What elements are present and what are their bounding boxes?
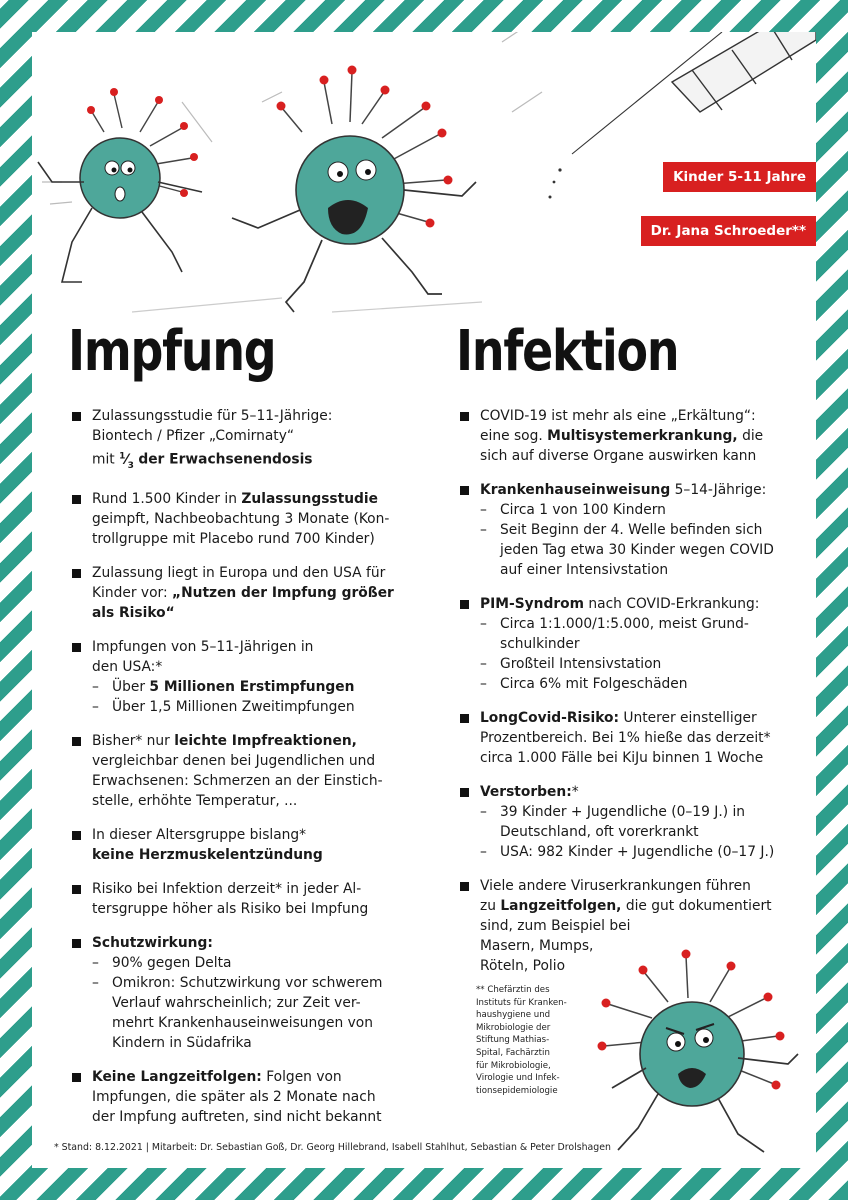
syringe-icon [572,32,816,154]
list-item: LongCovid-Risiko: Unterer einstelliger Prozentbereich. Bei 1% hieße das derzeit* circa 1.000 Fälle bei KiJu binnen 1 Woche [460,708,800,768]
heading-impfung: Impfung [68,319,276,384]
list-item: Impfungen von 5–11-Jährigen in den USA:* – Über 5 Millionen Erstimpfungen – Über 1,5 Millionen Zweitimpfungen [72,637,412,717]
list-item: In dieser Altersgruppe bislang* keine Herzmuskelentzündung [72,825,412,865]
droplets [549,168,562,198]
right-column [460,406,800,990]
list-item: Bisher* nur leichte Impfreaktionen, vergleichbar denen bei Jugendlichen und Erwachsenen: Schmerzen an der Einstich- stelle, erhöhte Temperatur, ... [72,731,412,811]
list-item: COVID-19 ist mehr als eine „Erkältung“: eine sog. Multisystemerkrankung, die sich auf diverse Organe auswirken kann [460,406,800,466]
poster [32,32,816,1168]
list-item: Zulassungsstudie für 5–11-Jährige: Biontech / Pfizer „Comirnaty“ mit $^1⁄_3$ der Erwachsenendosis [72,406,412,475]
big-virus-icon [232,66,476,313]
left-column [72,406,412,1141]
list-item: Risiko bei Infektion derzeit* in jeder Al- tersgruppe höher als Risiko bei Impfung [72,879,412,919]
list-item: Rund 1.500 Kinder in Zulassungsstudie geimpft, Nachbeobachtung 3 Monate (Kon- trollgruppe mit Placebo rund 700 Kinder) [72,489,412,549]
list-item: Krankenhauseinweisung 5–14-Jährige: – Circa 1 von 100 Kindern – Seit Beginn der 4. Welle befinden sich jeden Tag etwa 30 Kinder wegen COVID auf einer Intensivstation [460,480,800,580]
list-item: Keine Langzeitfolgen: Folgen von Impfungen, die später als 2 Monate nach der Impfung auftreten, sind nicht bekannt [72,1067,412,1127]
heading-infektion: Infektion [456,319,679,384]
list-item: Schutzwirkung: – 90% gegen Delta – Omikron: Schutzwirkung vor schwerem Verlauf wahrscheinlich; zur Zeit ver- mehrt Krankenhauseinweisungen von Kindern in Südafrika [72,933,412,1053]
angry-virus-icon [588,938,816,1168]
tag-age-group: Kinder 5-11 Jahre [663,162,816,192]
tag-author: Dr. Jana Schroeder** [641,216,816,246]
footer-sources: * Stand: 8.12.2021 | Mitarbeit: Dr. Sebastian Goß, Dr. Georg Hillebrand, Isabell Stahlhut, Sebastian & Peter Drolshagen [54,1142,611,1153]
list-item: PIM-Syndrom nach COVID-Erkrankung: – Circa 1:1.000/1:5.000, meist Grund- schulkinder – Großteil Intensivstation – Circa 6% mit Folgeschäden [460,594,800,694]
author-note: ** Chefärztin des Instituts für Kranken- haushygiene und Mikrobiologie der Stiftung Mathias- Spital, Fachärztin für Mikrobiologie, Virologie und Infek- tionsepidemiologie [476,985,567,1096]
list-item: Verstorben:* – 39 Kinder + Jugendliche (0–19 J.) in Deutschland, oft vorerkrankt – USA: 982 Kinder + Jugendliche (0–17 J.) [460,782,800,862]
list-item: Zulassung liegt in Europa und den USA für Kinder vor: „Nutzen der Impfung größer als Risiko“ [72,563,412,623]
list-item: Viele andere Viruserkrankungen führen zu Langzeitfolgen, die gut dokumentiert sind, zum Beispiel bei Masern, Mumps, Röteln, Polio [460,876,800,976]
small-virus-icon [38,88,202,282]
